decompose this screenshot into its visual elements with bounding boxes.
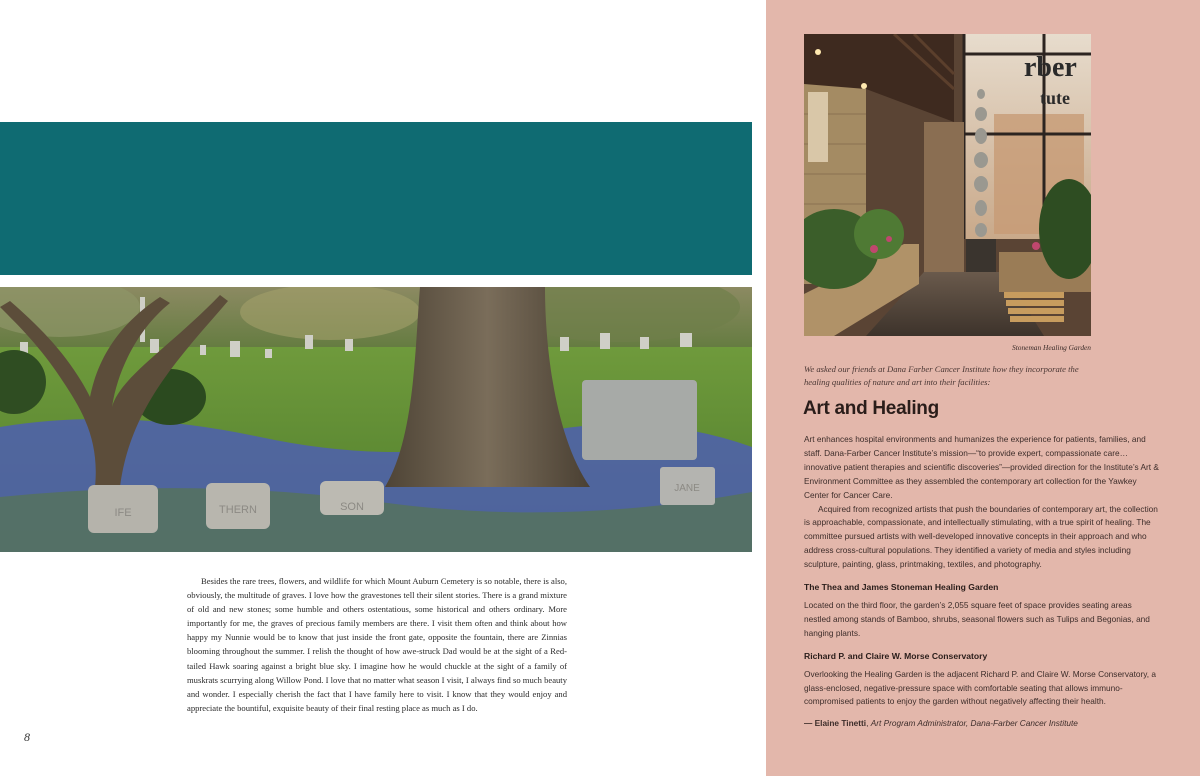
article-paragraph-2: Acquired from recognized artists that push the boundaries of contemporary art, the collection is approachable, compassionate, and intellectually stimulating, with a true spirit of healing. The committee pursued artists with well-developed innovative concepts in their approach and who address cross-cultural populations. They identified a variety of media and styles including sculpture, painting, glass, printmaking, textiles, and photography. — [804, 503, 1158, 570]
teal-color-band — [0, 122, 752, 275]
article-body — [804, 433, 1160, 731]
right-page — [766, 0, 1200, 776]
sign-text-1: rber — [1024, 52, 1077, 83]
healing-garden-photo — [804, 34, 1091, 336]
gravestone-label-1: IFE — [114, 507, 132, 519]
attribution — [804, 717, 1160, 731]
attribution-name: — Elaine Tinetti — [804, 718, 867, 729]
essay-paragraph: Besides the rare trees, flowers, and wildlife for which Mount Auburn Cemetery is so notable, there is also, obviously, the multitude of graves. I love how the gravestones tell their silent stories. There is a grand mixture of old and new stones; some humble and others ostentatious, some historical and others ordinary. More importantly for me, the graves of precious family members are there. I visit them often and think about how happy my Nunnie would be to know that just inside the front gate, opposite the fountain, there are Zinnias blooming throughout the summer. I relish the thought of how awe-struck Dad would be at the sight of a Red-tailed Hawk soaring against a bright blue sky. I imagine how he would chuckle at the sight of a family of muskrats scurrying along Willow Pond. I love that no matter what season I visit, I always find so much beauty and wonder. I especially cherish the fact that I have family here to visit. I know that they would enjoy and appreciate the bountiful, exquisite beauty of their final resting place as much as I do. — [187, 576, 567, 713]
article-paragraph-1: Art enhances hospital environments and humanizes the experience for patients, families, and staff. Dana-Farber Cancer Institute’s mission—“to provide expert, compassionate care… innovative patient therapies and scientific discoveries”—provided direction for the Institute’s Art & Environment Committee as they assembled the contemporary art collection for the Yawkey Center for Cancer Care. — [804, 434, 1159, 500]
page-number: 8 — [24, 730, 30, 744]
cemetery-photo — [0, 287, 752, 552]
section-heading-conservatory: Richard P. and Claire W. Morse Conservatory — [804, 650, 988, 661]
gravestone-label-2: THERN — [219, 504, 257, 516]
article-heading: Art and Healing — [803, 398, 939, 419]
section-text-healing-garden: Located on the third floor, the garden’s 2,055 square feet of space provides seating areas nestled among stands of Bamboo, shrubs, seasonal flowers such as Tulips and Begonias, and hanging plants. — [804, 599, 1150, 638]
essay-text — [187, 574, 567, 715]
section-heading-healing-garden: The Thea and James Stoneman Healing Garden — [804, 582, 999, 593]
gravestone-label-3: SON — [340, 501, 364, 513]
sign-text-2: tute — [1040, 88, 1070, 108]
attribution-separator: , — [866, 718, 871, 729]
photo-caption: Stoneman Healing Garden — [1012, 343, 1091, 352]
section-text-conservatory: Overlooking the Healing Garden is the adjacent Richard P. and Claire W. Morse Conservatory, a glass-enclosed, negative-pressure space with comfortable seating that allows immuno-compromised patients to enjoy the garden without negatively affecting their health. — [804, 668, 1157, 707]
intro-text: We asked our friends at Dana Farber Cancer Institute how they incorporate the healing qualities of nature and art into their facilities: — [804, 364, 1079, 387]
attribution-title: Art Program Administrator, Dana-Farber Cancer Institute — [870, 718, 1078, 729]
gravestone-label-4: JANE — [674, 483, 700, 494]
